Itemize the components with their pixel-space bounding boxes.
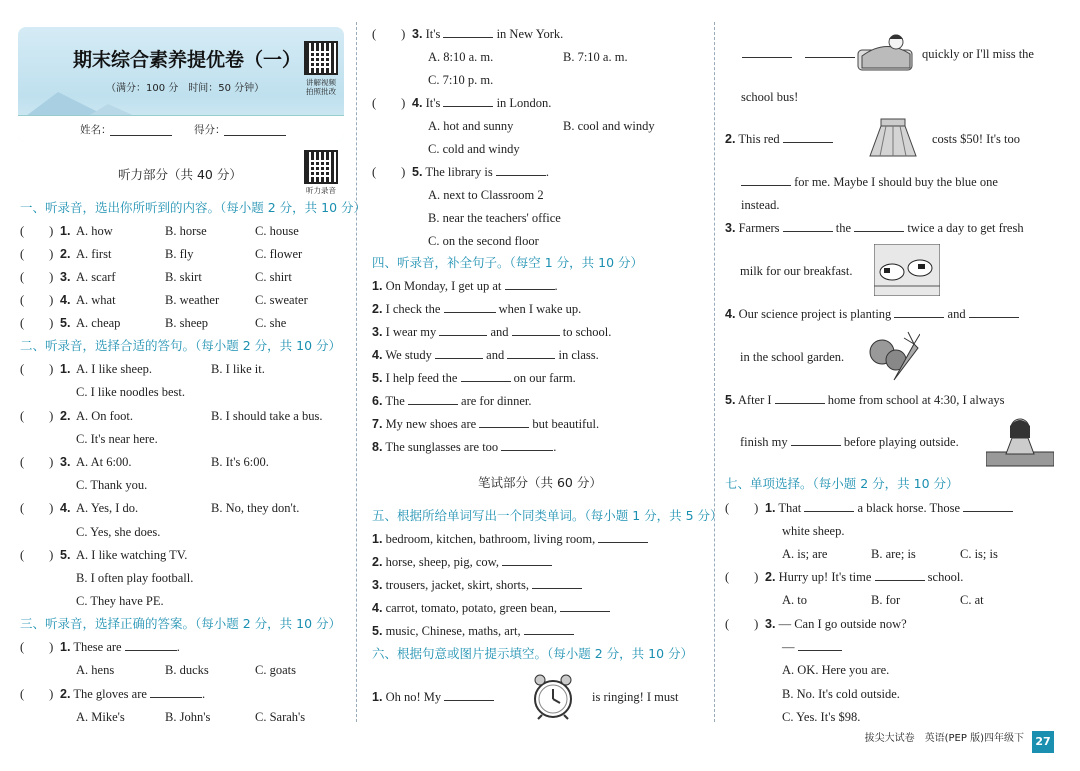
- exam-title: 期末综合素养提优卷（一）: [73, 49, 302, 71]
- answer-blank[interactable]: [894, 306, 944, 318]
- section-6-title: 六、根据句意或图片提示填空。（每小题 2 分，共 10 分）: [372, 646, 694, 661]
- sentence-text: in the school garden.: [740, 350, 845, 364]
- list-item: 4. Our science project is planting and: [725, 306, 1019, 322]
- column-divider: [714, 22, 715, 722]
- answer-blank[interactable]: [444, 689, 494, 701]
- answer-blank[interactable]: [854, 220, 904, 232]
- answer-blank[interactable]: [969, 306, 1019, 318]
- answer-blank[interactable]: [512, 324, 560, 336]
- list-item: ( ) 3.: [20, 455, 71, 469]
- writing-section-title: 笔试部分（共 60 分）: [478, 475, 602, 490]
- option-a[interactable]: A. how: [76, 224, 113, 238]
- option-c[interactable]: C. house: [255, 224, 299, 238]
- option-a[interactable]: A. hens: [76, 663, 115, 677]
- qr-code-icon[interactable]: [304, 150, 338, 184]
- list-item: 8. The sunglasses are too .: [372, 440, 557, 454]
- qr-caption: 听力录音: [306, 186, 336, 195]
- list-item: 4. We study and in class.: [372, 348, 599, 362]
- girl-doing-homework-picture: [986, 416, 1054, 468]
- section-1-title: 一、听录音，选出你所听到的内容。（每小题 2 分，共 10 分）: [20, 200, 367, 215]
- answer-blank[interactable]: [791, 434, 841, 446]
- answer-blank[interactable]: [532, 577, 582, 589]
- answer-blank[interactable]: [783, 220, 833, 232]
- answer-blank[interactable]: [524, 623, 574, 635]
- answer-blank[interactable]: [435, 347, 483, 359]
- answer-blank[interactable]: [439, 324, 487, 336]
- option-c[interactable]: C. goats: [255, 663, 296, 677]
- name-label: 姓名：: [80, 124, 112, 136]
- page-number: 27: [1032, 731, 1054, 753]
- option-b[interactable]: B. horse: [165, 224, 207, 238]
- option-a[interactable]: A. what: [76, 293, 116, 307]
- answer-blank[interactable]: [560, 600, 610, 612]
- option-c[interactable]: C. I like noodles best.: [76, 385, 186, 399]
- option-c[interactable]: C. on the second floor: [428, 234, 539, 248]
- option-c[interactable]: C. Yes. It's $98.: [782, 710, 861, 724]
- list-item: ( ) 2. Hurry up! It's time school.: [725, 570, 964, 584]
- answer-blank[interactable]: [783, 131, 833, 143]
- list-item: 1. On Monday, I get up at .: [372, 279, 558, 293]
- column-middle: [360, 0, 723, 771]
- option-c[interactable]: C. Yes, she does.: [76, 525, 161, 539]
- answer-blank[interactable]: [479, 416, 529, 428]
- answer-blank[interactable]: [505, 278, 555, 290]
- list-item: 5. I help feed the on our farm.: [372, 371, 576, 385]
- score-label: 得分：: [194, 124, 226, 136]
- listening-section-title: 听力部分（共 40 分）: [118, 167, 242, 182]
- list-item: 2. horse, sheep, pig, cow,: [372, 554, 552, 570]
- section-2-title: 二、听录音，选择合适的答句。（每小题 2 分，共 10 分）: [20, 338, 342, 353]
- column-right: [720, 0, 1080, 771]
- option-b[interactable]: B. cool and windy: [563, 119, 655, 133]
- option-c[interactable]: C. flower: [255, 247, 303, 261]
- answer-blank[interactable]: [598, 531, 648, 543]
- list-item: ( ) 4. It's in London.: [372, 96, 552, 110]
- list-item: finish my before playing outside.: [740, 435, 959, 449]
- answer-blank[interactable]: [444, 301, 496, 313]
- option-a[interactable]: A. At 6:00.: [76, 455, 132, 469]
- list-item: ( ) 3. It's in New York.: [372, 27, 564, 41]
- option-c[interactable]: C. They have PE.: [76, 594, 164, 608]
- answer-blank[interactable]: [798, 639, 842, 651]
- list-item: ( ) 3.: [20, 270, 71, 284]
- answer-blank[interactable]: [742, 46, 792, 58]
- section-5-title: 五、根据所给单词写出一个同类单词。（每小题 1 分，共 5 分）: [372, 508, 723, 523]
- option-a[interactable]: A. I like watching TV.: [76, 548, 188, 562]
- list-item: ( ) 2.: [20, 409, 71, 423]
- answer-blank[interactable]: [502, 554, 552, 566]
- answer-blank[interactable]: [150, 686, 202, 698]
- answer-blank[interactable]: [741, 174, 791, 186]
- option-b[interactable]: B. I should take a bus.: [211, 409, 323, 423]
- option-a[interactable]: A. 8:10 a. m.: [428, 50, 494, 64]
- answer-blank[interactable]: [775, 392, 825, 404]
- answer-blank[interactable]: [507, 347, 555, 359]
- alarm-clock-icon: [528, 672, 578, 720]
- option-a[interactable]: A. Mike's: [76, 710, 125, 724]
- option-a[interactable]: A. OK. Here you are.: [782, 663, 890, 677]
- answer-blank[interactable]: [496, 164, 546, 176]
- cows-on-farm-picture: [874, 244, 940, 296]
- section-7-title: 七、单项选择。（每小题 2 分，共 10 分）: [725, 476, 959, 491]
- sentence-text: white sheep.: [782, 524, 845, 538]
- section-4-title: 四、听录音，补全句子。（每空 1 分，共 10 分）: [372, 255, 644, 270]
- list-item: 7. My new shoes are but beautiful.: [372, 417, 600, 431]
- list-item: ( ) 1.: [20, 224, 71, 238]
- list-item: ( ) 1.: [20, 362, 71, 376]
- option-c[interactable]: C. she: [255, 316, 287, 330]
- answer-line: for me. Maybe I should buy the blue one: [741, 174, 998, 190]
- list-item: 2. I check the when I wake up.: [372, 302, 582, 316]
- answer-blank[interactable]: [501, 439, 553, 451]
- list-item: 3. Farmers the twice a day to get fresh: [725, 221, 1024, 235]
- footer-brand: 拔尖大试卷 英语(PEP 版)四年级下: [864, 733, 1024, 744]
- exam-header: [18, 27, 344, 142]
- list-item: 1. bedroom, kitchen, bathroom, living room,: [372, 531, 648, 547]
- list-item: 2. This red: [725, 131, 833, 147]
- list-item: 3. trousers, jacket, skirt, shorts,: [372, 577, 582, 593]
- answer-blank[interactable]: [963, 500, 1013, 512]
- list-item: ( ) 1. These are .: [20, 640, 180, 654]
- list-item: 3. I wear my and to school.: [372, 325, 612, 339]
- option-b[interactable]: B. No, they don't.: [211, 501, 300, 515]
- list-item: ( ) 5.: [20, 548, 71, 562]
- sentence-text: quickly or I'll miss the: [922, 47, 1034, 61]
- option-a[interactable]: A. scarf: [76, 270, 116, 284]
- list-item: 5. music, Chinese, maths, art,: [372, 623, 574, 639]
- option-b[interactable]: B. near the teachers' office: [428, 211, 561, 225]
- answer-blank[interactable]: [804, 500, 854, 512]
- option-a[interactable]: A. first: [76, 247, 112, 261]
- vegetables-picture: [864, 330, 920, 384]
- qr-code-icon[interactable]: [304, 41, 338, 75]
- option-a[interactable]: A. On foot.: [76, 409, 133, 423]
- sentence-text: costs $50! It's too: [932, 132, 1021, 146]
- answer-blank[interactable]: [443, 95, 493, 107]
- list-item: 5. After I home from school at 4:30, I always: [725, 393, 1005, 407]
- sentence-text: milk for our breakfast.: [740, 264, 853, 278]
- answer-blank[interactable]: [125, 639, 177, 651]
- list-item: ( ) 3. — Can I go outside now?: [725, 617, 907, 631]
- qr-caption: 讲解视频 拍照批改: [306, 78, 336, 96]
- boy-in-bed-picture: [856, 28, 916, 76]
- option-a[interactable]: A. is; are: [782, 547, 828, 561]
- sentence-text: instead.: [741, 198, 780, 212]
- option-c[interactable]: C. is; is: [960, 547, 998, 561]
- skirt-picture: [866, 116, 920, 160]
- answer-line: —: [782, 639, 842, 655]
- answer-blank[interactable]: [408, 393, 458, 405]
- option-a[interactable]: A. Yes, I do.: [76, 501, 139, 515]
- sentence-text: school bus!: [741, 90, 799, 104]
- option-b[interactable]: B. for: [871, 593, 901, 607]
- option-b[interactable]: B. I often play football.: [76, 571, 194, 585]
- option-a[interactable]: A. to: [782, 593, 807, 607]
- option-b[interactable]: B. 7:10 a. m.: [563, 50, 628, 64]
- option-b[interactable]: B. I like it.: [211, 362, 265, 376]
- option-a[interactable]: A. next to Classroom 2: [428, 188, 544, 202]
- option-c[interactable]: C. Thank you.: [76, 478, 148, 492]
- list-item: ( ) 1. That a black horse. Those: [725, 500, 1013, 516]
- score-field[interactable]: [224, 124, 286, 136]
- option-c[interactable]: C. cold and windy: [428, 142, 520, 156]
- list-item: ( ) 5. The library is .: [372, 165, 549, 179]
- column-divider: [356, 22, 357, 722]
- option-a[interactable]: A. cheap: [76, 316, 121, 330]
- option-c[interactable]: C. 7:10 p. m.: [428, 73, 494, 87]
- section-3-title: 三、听录音，选择正确的答案。（每小题 2 分，共 10 分）: [20, 616, 342, 631]
- option-b[interactable]: B. are; is: [871, 547, 916, 561]
- option-a[interactable]: A. I like sheep.: [76, 362, 153, 376]
- sentence-text: is ringing! I must: [592, 690, 679, 704]
- answer-blank[interactable]: [461, 370, 511, 382]
- option-c[interactable]: C. sweater: [255, 293, 308, 307]
- option-b[interactable]: B. It's 6:00.: [211, 455, 269, 469]
- option-b[interactable]: B. sheep: [165, 316, 209, 330]
- list-item: ( ) 2. The gloves are .: [20, 687, 206, 701]
- option-b[interactable]: B. No. It's cold outside.: [782, 687, 900, 701]
- list-item: 1. Oh no! My: [372, 689, 494, 705]
- option-c[interactable]: C. It's near here.: [76, 432, 158, 446]
- answer-blank[interactable]: [875, 569, 925, 581]
- column-left: [0, 0, 367, 771]
- student-info-bar: [18, 115, 344, 142]
- answer-blank[interactable]: [805, 46, 855, 58]
- list-item: ( ) 4.: [20, 501, 71, 515]
- option-b[interactable]: B. weather: [165, 293, 220, 307]
- option-c[interactable]: C. shirt: [255, 270, 292, 284]
- list-item: ( ) 2.: [20, 247, 71, 261]
- list-item: ( ) 5.: [20, 316, 71, 330]
- option-c[interactable]: C. Sarah's: [255, 710, 306, 724]
- answer-blank[interactable]: [443, 26, 493, 38]
- answer-line: [742, 46, 855, 62]
- option-b[interactable]: B. John's: [165, 710, 211, 724]
- list-item: 4. carrot, tomato, potato, green bean,: [372, 600, 610, 616]
- option-c[interactable]: C. at: [960, 593, 984, 607]
- list-item: 6. The are for dinner.: [372, 394, 532, 408]
- option-a[interactable]: A. hot and sunny: [428, 119, 514, 133]
- option-b[interactable]: B. ducks: [165, 663, 209, 677]
- name-field[interactable]: [110, 124, 172, 136]
- list-item: ( ) 4.: [20, 293, 71, 307]
- exam-subtitle: （满分：100 分 时间：50 分钟）: [106, 83, 265, 94]
- option-b[interactable]: B. skirt: [165, 270, 202, 284]
- option-b[interactable]: B. fly: [165, 247, 194, 261]
